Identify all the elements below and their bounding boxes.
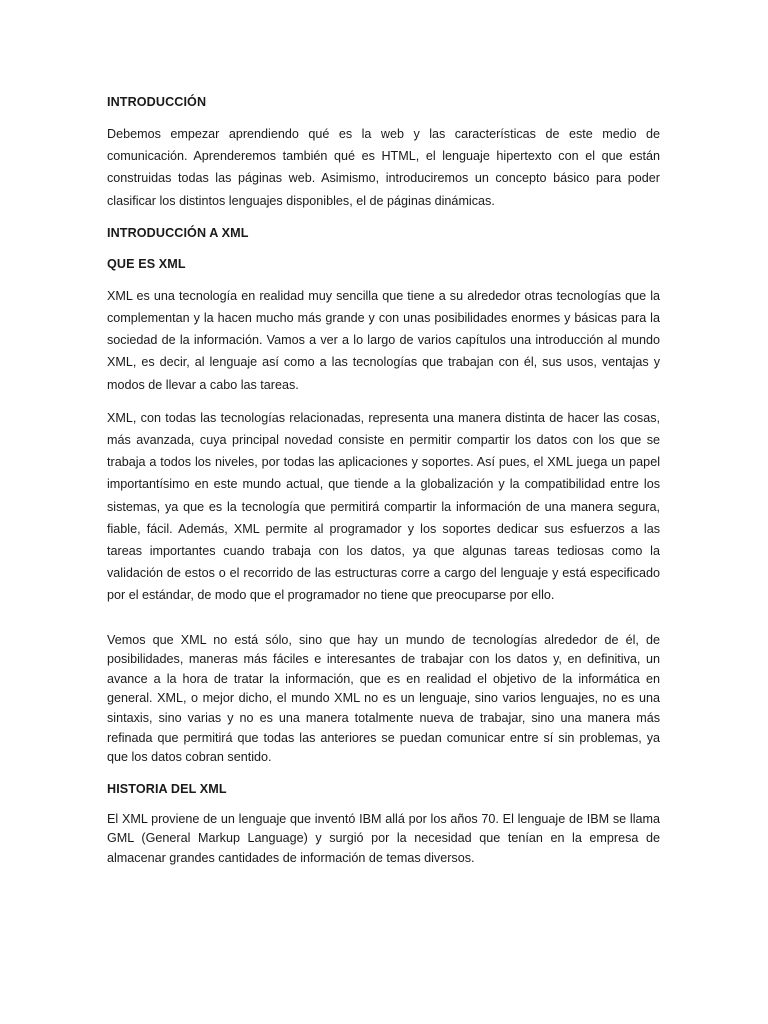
paragraph-introduccion: Debemos empezar aprendiendo qué es la web y las características de este medio de comunicación. Aprenderemos también qué es HTML, el lenguaje hipertexto con el que están construidas todas las páginas web. Asimismo, introduciremos un concepto básico para poder clasificar los distintos lenguajes disponibles, el de páginas dinámicas. xyxy=(107,127,660,208)
paragraph-que-es-xml-1: XML es una tecnología en realidad muy sencilla que tiene a su alrededor otras tecnologías que la complementan y la hacen mucho más grande y con unas posibilidades enormes y básicas para la sociedad de la información. Vamos a ver a lo largo de varios capítulos una introducción al mundo XML, es decir, al lenguaje así como a las tecnologías que trabajan con él, sus usos, ventajas y modos de llevar a cabo las tareas. xyxy=(107,288,660,392)
paragraph-que-es-xml-2: XML, con todas las tecnologías relacionadas, representa una manera distinta de hacer las cosas, más avanzada, cuya principal novedad consiste en permitir compartir los datos con los que se trabaja a todos los niveles, por todas las aplicaciones y soportes. Así pues, el XML juega un papel importantísimo en este mundo actual, que tiende a la globalización y la compatibilidad entre los sistemas, ya que es la tecnología que permitirá compartir la información de una manera segura, fiable, fácil. Además, XML permite al programador y los soportes dedicar sus esfuerzos a las tareas importantes cuando trabaja con los datos, ya que algunas tareas tediosas como la validación de estos o el recorrido de las estructuras corre a cargo del lenguaje y está especificado por el estándar, de modo que el programador no tiene que preocuparse por ello. xyxy=(107,410,660,603)
paragraph-que-es-xml-3: Vemos que XML no está sólo, sino que hay un mundo de tecnologías alrededor de él, de posibilidades, maneras más fáciles e interesantes de trabajar con los datos y, en definitiva, un avance a la hora de tratar la información, que es en realidad el objetivo de la informática en general. XML, o mejor dicho, el mundo XML no es un lenguaje, sino varios lenguajes, no es una sintaxis, sino varias y no es una manera totalmente nueva de trabajar, sino una manera más refinada que permitirá que todas las anteriores se puedan comunicar entre sí sin problemas, ya que los datos cobran sentido. xyxy=(107,632,660,765)
heading-que-es-xml: QUE ES XML xyxy=(107,256,186,271)
heading-introduccion-xml: INTRODUCCIÓN A XML xyxy=(107,225,249,240)
document-page xyxy=(107,92,660,880)
heading-historia-xml: HISTORIA DEL XML xyxy=(107,781,227,796)
heading-introduccion: INTRODUCCIÓN xyxy=(107,95,207,109)
paragraph-spacer xyxy=(107,618,660,631)
paragraph-historia-xml: El XML proviene de un lenguaje que inventó IBM allá por los años 70. El lenguaje de IBM se llama GML (General Markup Language) y surgió por la necesidad que tenían en la empresa de almacenar grandes cantidades de información de temas diversos. xyxy=(107,811,660,865)
